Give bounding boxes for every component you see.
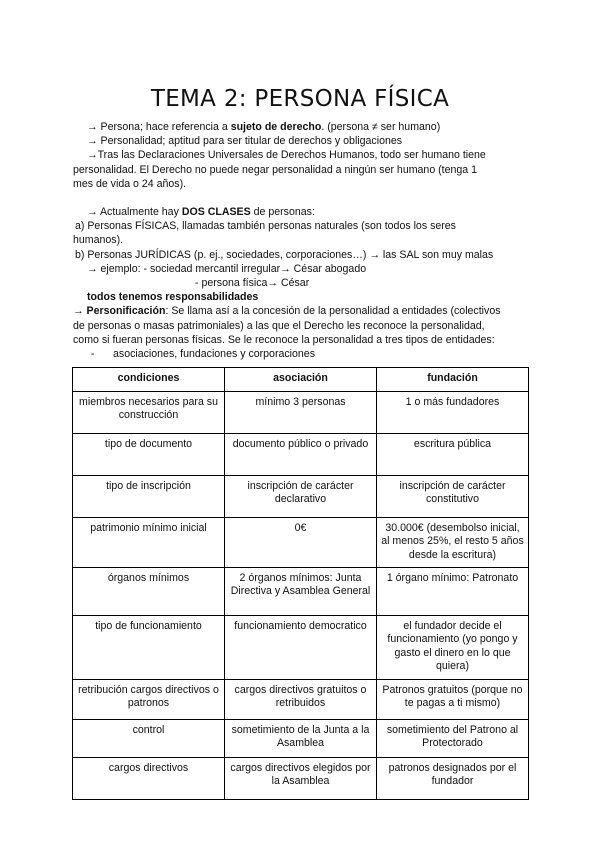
clases-fisicas-line-2: humanos). <box>73 234 124 247</box>
table-cell: 1 o más fundadores <box>377 391 529 433</box>
page-title: TEMA 2: PERSONA FÍSICA <box>150 86 450 112</box>
table-header-row <box>73 368 529 392</box>
ejemplo-line-2: - persona física→ César <box>195 277 310 290</box>
table-cell: cargos directivos elegidos por la Asamblea <box>225 757 377 799</box>
arrow-glyph: → <box>73 305 87 318</box>
table-row <box>73 567 529 615</box>
intro-line-declaraciones: →Tras las Declaraciones Universales de Derechos Humanos, todo ser humano tiene <box>87 149 486 162</box>
table-cell: funcionamiento democratico <box>225 615 377 679</box>
table-cell: cargos directivos gratuitos o retribuidos <box>225 679 377 719</box>
responsabilidades-line <box>73 290 528 304</box>
table-row <box>73 679 529 719</box>
text-fragment: → Persona; hace referencia a <box>87 121 231 133</box>
header-asociacion: asociación <box>225 368 377 392</box>
table-cell: tipo de funcionamiento <box>73 615 225 679</box>
table-cell: sometimiento de la Junta a la Asamblea <box>225 719 377 757</box>
table-cell: el fundador decide el funcionamiento (yo pongo y gasto el dinero en lo que quiera) <box>377 615 529 679</box>
personificacion-line-2: de personas o masas patrimoniales) a las que el Derecho les reconoce la personalidad, <box>73 319 485 332</box>
comparison-table <box>72 367 529 800</box>
clases-fisicas-line: a) Personas FÍSICAS, llamadas también personas naturales (son todos los seres <box>75 220 456 233</box>
table-cell: sometimiento del Patrono al Protectorado <box>377 719 529 757</box>
bold-term: Personificación <box>86 305 166 318</box>
table-row <box>73 475 529 517</box>
bold-term: todos tenemos responsabilidades <box>87 291 259 304</box>
clases-juridicas-line: b) Personas JURÍDICAS (p. ej., sociedades, corporaciones…) → las SAL son muy malas <box>75 248 494 261</box>
table-cell: patrimonio mínimo inicial <box>73 517 225 567</box>
personificacion-line-3: como si fueran personas físicas. Se le reconoce la personalidad a tres tipos de entidades: <box>73 333 495 346</box>
document-body <box>73 120 528 361</box>
personificacion-line <box>73 304 528 318</box>
table-cell: inscripción de carácter constitutivo <box>377 475 529 517</box>
table-cell: 0€ <box>225 517 377 567</box>
table-cell: órganos mínimos <box>73 567 225 615</box>
table-cell: retribución cargos directivos o patronos <box>73 679 225 719</box>
intro-line-persona <box>73 120 528 134</box>
table-cell: 1 órgano mínimo: Patronato <box>377 567 529 615</box>
text-fragment: . (persona ≠ ser humano) <box>321 121 441 133</box>
bold-term: sujeto de derecho <box>230 121 322 133</box>
list-item-text: asociaciones, fundaciones y corporaciones <box>113 348 315 361</box>
header-condiciones: condiciones <box>73 368 225 392</box>
text-fragment: : Se llama así a la concesión de la personalidad a entidades (colectivos <box>165 305 501 318</box>
table-cell: tipo de documento <box>73 433 225 475</box>
table-row <box>73 517 529 567</box>
table-row <box>73 391 529 433</box>
table-cell: 30.000€ (desembolso inicial, al menos 25%, el resto 5 años desde la escritura) <box>377 517 529 567</box>
header-fundacion: fundación <box>377 368 529 392</box>
text-fragment: → Actualmente hay <box>87 206 182 219</box>
intro-line-declaraciones-2: personalidad. El Derecho no puede negar personalidad a ningún ser humano (tenga 1 <box>73 163 478 176</box>
table-row <box>73 615 529 679</box>
table-cell: control <box>73 719 225 757</box>
intro-line-declaraciones-3: mes de vida o 24 años). <box>73 177 187 190</box>
text-fragment: de personas: <box>250 206 315 219</box>
table-row <box>73 433 529 475</box>
table-cell: tipo de inscripción <box>73 475 225 517</box>
entidades-list-item <box>73 347 528 361</box>
table-cell: inscripción de carácter declarativo <box>225 475 377 517</box>
table-cell: cargos directivos <box>73 757 225 799</box>
dash-bullet: - <box>91 348 95 361</box>
table-row <box>73 719 529 757</box>
table-cell: mínimo 3 personas <box>225 391 377 433</box>
table-row <box>73 757 529 799</box>
clases-heading-line <box>73 205 528 219</box>
table-cell: 2 órganos mínimos: Junta Directiva y Asamblea General <box>225 567 377 615</box>
table-cell: escritura pública <box>377 433 529 475</box>
table-cell: miembros necesarios para su construcción <box>73 391 225 433</box>
bold-term: DOS CLASES <box>181 206 251 219</box>
table-cell: documento público o privado <box>225 433 377 475</box>
table-cell: patronos designados por el fundador <box>377 757 529 799</box>
intro-line-personalidad: → Personalidad; aptitud para ser titular de derechos y obligaciones <box>87 135 403 148</box>
ejemplo-line: → ejemplo: - sociedad mercantil irregular→ César abogado <box>87 262 367 275</box>
table-cell: Patronos gratuitos (porque no te pagas a ti mismo) <box>377 679 529 719</box>
